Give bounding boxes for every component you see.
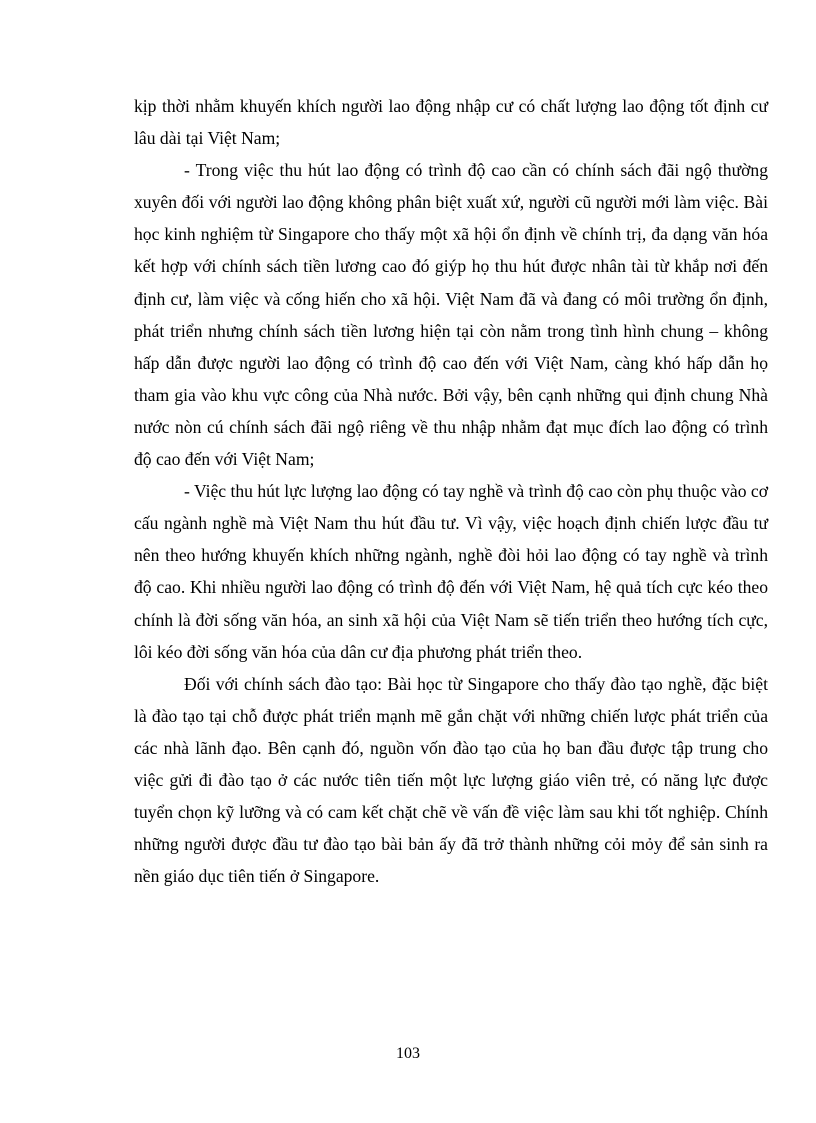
paragraph-talent-attraction-policy: - Trong việc thu hút lao động có trình độ cao cần có chính sách đãi ngộ thường xuyên đối với người lao động không phân biệt xuất xứ, người cũ người mới làm việc. Bài học kinh nghiệm từ Singapore cho thấy một xã hội ổn định về chính trị, đa dạng văn hóa kết hợp với chính sách tiền lương cao đó giýp họ thu hút được nhân tài từ khắp nơi đến định cư, làm việc và cống hiến cho xã hội. Việt Nam đã và đang có môi trường ổn định, phát triển nhưng chính sách tiền lương hiện tại còn nằm trong tình hình chung – không hấp dẫn được người lao động có trình độ cao đến với Việt Nam, càng khó hấp dẫn họ tham gia vào khu vực công của Nhà nước. Bởi vậy, bên cạnh những qui định chung Nhà nước nòn cú chính sách đãi ngộ riêng về thu nhập nhằm đạt mục đích lao động có trình độ cao đến với Việt Nam;	[134, 160, 768, 470]
page-number: 103	[396, 1045, 420, 1062]
body-text	[134, 90, 768, 892]
paragraph-skilled-labor-investment: - Việc thu hút lực lượng lao động có tay nghề và trình độ cao còn phụ thuộc vào cơ cấu ngành nghề mà Việt Nam thu hút đầu tư. Vì vậy, việc hoạch định chiến lược đầu tư nên theo hướng khuyến khích những ngành, nghề đòi hỏi lao động có tay nghề và trình độ cao. Khi nhiều người lao động có trình độ đến với Việt Nam, hệ quả tích cực kéo theo chính là đời sống văn hóa, an sinh xã hội của Việt Nam sẽ tiến triển theo hướng tích cực, lôi kéo đời sống văn hóa của dân cư địa phương phát triển theo.	[134, 481, 769, 662]
paragraph-continuation: kịp thời nhằm khuyến khích người lao động nhập cư có chất lượng lao động tốt định cư lâu dài tại Việt Nam;	[134, 96, 768, 149]
paragraph-training-policy: Đối với chính sách đào tạo: Bài học từ Singapore cho thấy đào tạo nghề, đặc biệt là đào tạo tại chỗ được phát triển mạnh mẽ gắn chặt với những chiến lược phát triển của các nhà lãnh đạo. Bên cạnh đó, nguồn vốn đào tạo của họ ban đầu được tập trung cho việc gửi đi đào tạo ở các nước tiên tiến một lực lượng giáo viên trẻ, có năng lực được tuyển chọn kỹ lưỡng và có cam kết chặt chẽ về vấn đề việc làm sau khi tốt nghiệp. Chính những người được đầu tư đào tạo bài bản ấy đã trở thành những cỏi mỏy để sản sinh ra nền giáo dục tiên tiến ở Singapore.	[134, 673, 768, 887]
